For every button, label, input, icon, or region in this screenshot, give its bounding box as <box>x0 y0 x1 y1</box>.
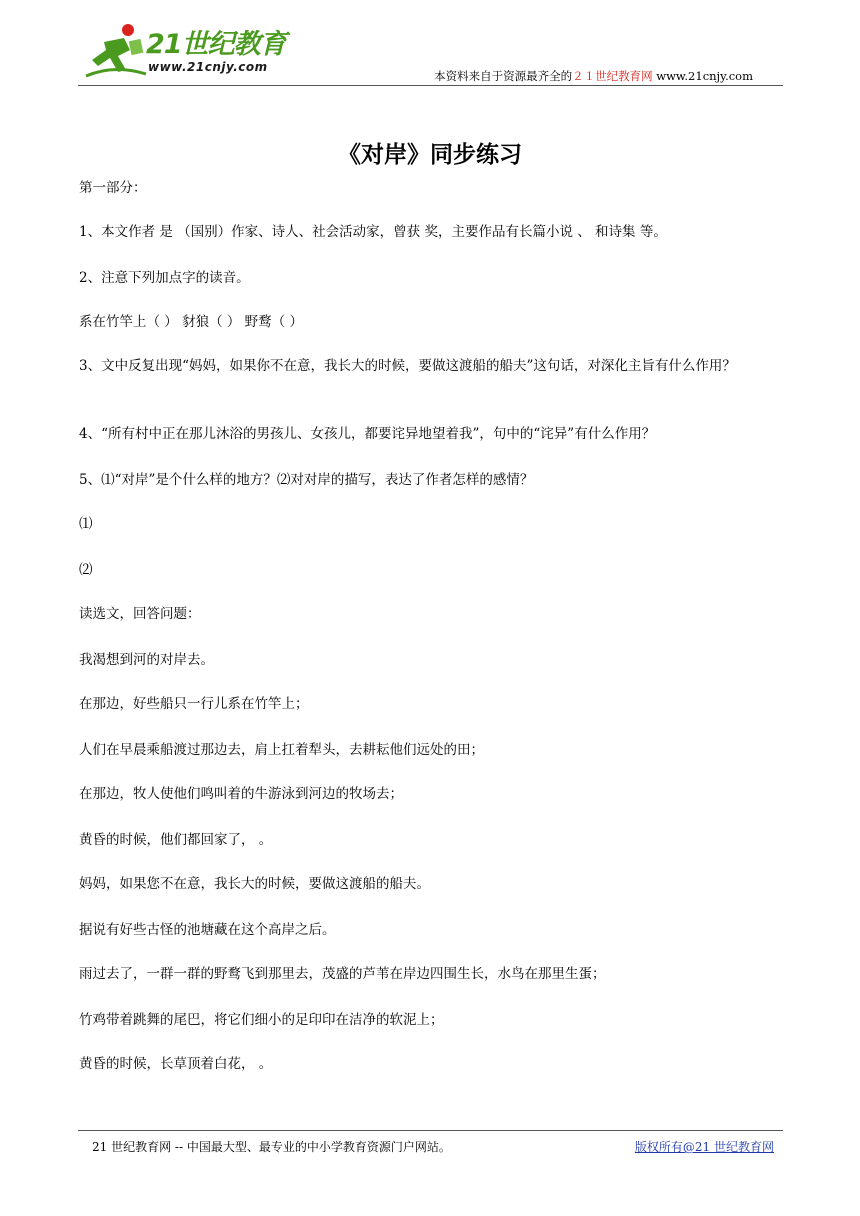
page-header <box>78 18 783 86</box>
passage-line: 雨过去了，一群一群的野鹜飞到那里去，茂盛的芦苇在岸边四围生长，水鸟在那里生蛋； <box>79 966 606 982</box>
header-source-note <box>434 68 753 84</box>
passage-line: 人们在早晨乘船渡过那边去，肩上扛着犁头，去耕耘他们远处的田； <box>79 742 484 758</box>
question-2: 2、注意下列加点字的读音。 <box>79 270 250 286</box>
passage-line: 据说有好些古怪的池塘藏在这个高岸之后。 <box>79 922 336 938</box>
header-divider <box>78 85 783 86</box>
passage-line: 妈妈，如果您不在意，我长大的时候，要做这渡船的船夫。 <box>79 876 430 892</box>
passage-line: 在那边，好些船只一行儿系在竹竿上； <box>79 696 309 712</box>
section-label: 第一部分： <box>79 180 147 196</box>
site-logo[interactable] <box>84 18 294 82</box>
logo-url: www.21cnjy.com <box>148 60 268 74</box>
header-note-prefix: 本资料来自于资源最齐全的 <box>434 69 573 83</box>
answer-2-label: ⑵ <box>79 562 93 578</box>
question-3: 3、文中反复出现“妈妈，如果你不在意，我长大的时候，要做这渡船的船夫”这句话，对深化主旨有什么作用？ <box>79 358 736 374</box>
passage-line: 黄昏的时候，他们都回家了， 。 <box>79 832 273 848</box>
header-note-site[interactable]: ２１世纪教育网 <box>572 69 653 83</box>
passage-line: 黄昏的时候，长草顶着白花， 。 <box>79 1056 273 1072</box>
logo-text: 21世纪教育 <box>146 29 286 60</box>
question-1: 1、本文作者 是 （国别）作家、诗人、社会活动家，曾获 奖，主要作品有长篇小说 、 和诗集 等。 <box>79 224 667 240</box>
footer-divider <box>78 1130 783 1131</box>
passage-line: 在那边，牧人使他们鸣叫着的牛游泳到河边的牧场去； <box>79 786 403 802</box>
pronunciation-items: 系在竹竿上（ ） 豺狼（ ） 野鹜（ ） <box>79 314 303 330</box>
passage-line: 我渴想到河的对岸去。 <box>79 652 214 668</box>
reading-instruction: 读选文，回答问题： <box>79 606 201 622</box>
question-5: 5、⑴“对岸”是个什么样的地方？⑵对对岸的描写，表达了作者怎样的感情？ <box>79 472 534 488</box>
page-title: 《对岸》同步练习 <box>338 142 522 168</box>
footer-copyright-link[interactable]: 版权所有@21 世纪教育网 <box>634 1140 774 1154</box>
header-note-url[interactable]: www.21cnjy.com <box>656 69 753 83</box>
runner-logo-icon <box>84 20 148 80</box>
passage-line: 竹鸡带着跳舞的尾巴，将它们细小的足印印在洁净的软泥上； <box>79 1012 444 1028</box>
question-4: 4、“所有村中正在那儿沐浴的男孩儿、女孩儿，都要诧异地望着我”，句中的“诧异”有什么作用？ <box>79 426 656 442</box>
footer-text: 21 世纪教育网 -- 中国最大型、最专业的中小学教育资源门户网站。 <box>92 1140 451 1154</box>
answer-1-label: ⑴ <box>79 516 93 532</box>
